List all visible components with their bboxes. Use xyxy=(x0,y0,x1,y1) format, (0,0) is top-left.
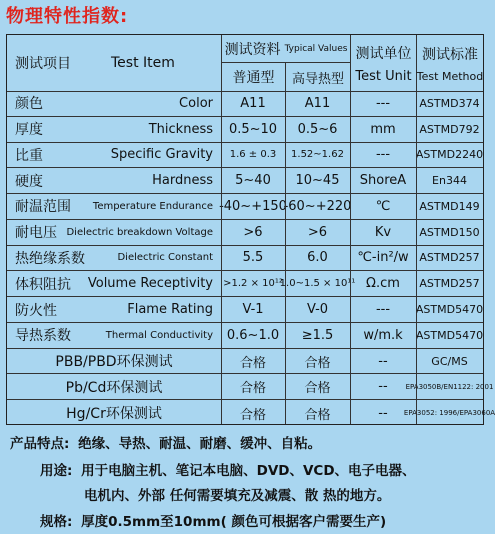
use-text-2: 电机内、外部 任何需要填充及减震、散 热的地方。 xyxy=(84,488,391,504)
value-high-conductivity: -60~+220 xyxy=(283,198,352,214)
test-unit: --- xyxy=(375,302,391,318)
row-label-zh: Pb/Cd环保测试 xyxy=(65,379,163,396)
header-unit-en: Test Unit xyxy=(355,68,412,84)
row-label-en: Specific Gravity xyxy=(110,147,213,163)
table-row xyxy=(7,246,483,272)
test-method: ASTMD150 xyxy=(419,225,480,239)
test-method: ASTMD5470 xyxy=(415,303,484,317)
value-high-conductivity: 合格 xyxy=(304,355,331,371)
row-label-en: Flame Rating xyxy=(127,302,213,318)
use-label: 用途: xyxy=(40,463,73,479)
test-unit: -- xyxy=(378,379,388,395)
spec-label: 规格: xyxy=(40,514,73,530)
table-row xyxy=(7,271,483,297)
value-standard: 5.5 xyxy=(242,250,264,266)
value-standard: 合格 xyxy=(239,381,266,397)
value-standard: 1.6 ± 0.3 xyxy=(229,149,277,161)
row-label-zh: 热绝缘系数 xyxy=(15,250,85,267)
header-type1: 普通型 xyxy=(232,70,275,86)
table-row xyxy=(7,323,483,349)
value-standard: 0.6~1.0 xyxy=(226,327,280,343)
row-label-zh: 厚度 xyxy=(15,122,43,139)
value-standard: A11 xyxy=(240,95,266,111)
value-standard: -40~+150 xyxy=(219,198,287,214)
value-standard: 合格 xyxy=(239,407,266,423)
page-title: 物理特性指数: xyxy=(6,6,129,27)
table-row xyxy=(7,168,483,194)
value-high-conductivity: 合格 xyxy=(304,407,331,423)
test-method: ASTMD257 xyxy=(419,251,480,265)
test-unit: mm xyxy=(370,121,396,137)
row-label-zh: 防火性 xyxy=(15,302,57,319)
test-method: ASTMD374 xyxy=(419,96,480,110)
row-label-zh: PBB/PBD环保测试 xyxy=(55,354,173,371)
row-label-zh: 体积阻抗 xyxy=(15,276,71,293)
header-item-zh: 测试项目 xyxy=(15,56,71,72)
value-high-conductivity: 1.0~1.5 × 10¹¹ xyxy=(279,278,356,290)
properties-table xyxy=(6,34,495,425)
value-high-conductivity: A11 xyxy=(304,95,331,111)
row-label-en: Dielectric breakdown Voltage xyxy=(66,226,213,238)
test-unit: -- xyxy=(378,353,388,369)
row-label-zh: 比重 xyxy=(15,147,43,164)
table-row xyxy=(7,374,494,400)
row-label-zh: 颜色 xyxy=(15,96,43,113)
header-values-zh: 测试资料 xyxy=(224,41,281,58)
value-standard: 5~40 xyxy=(235,173,271,189)
value-high-conductivity: 0.5~6 xyxy=(297,121,338,137)
table-row xyxy=(7,143,483,169)
table-row xyxy=(7,117,483,143)
row-label-en: Thermal Conductivity xyxy=(105,329,213,341)
value-standard: >1.2 × 10¹² xyxy=(223,278,283,290)
test-unit: Kv xyxy=(374,224,392,240)
value-high-conductivity: >6 xyxy=(307,224,328,240)
test-unit: ShoreA xyxy=(359,173,407,189)
value-standard: V-1 xyxy=(242,302,264,318)
value-high-conductivity: 6.0 xyxy=(307,250,328,266)
value-standard: >6 xyxy=(243,224,263,240)
table-row xyxy=(7,297,483,323)
spec-text: 厚度0.5mm至10mm( 颜色可根据客户需要生产) xyxy=(81,514,387,530)
test-unit: --- xyxy=(375,95,391,111)
value-high-conductivity: 合格 xyxy=(304,381,331,397)
test-method: ASTMD2240 xyxy=(415,148,484,162)
test-method: ASTMD149 xyxy=(419,199,480,213)
test-unit: ℃ xyxy=(375,198,391,214)
use-text-1: 用于电脑主机、笔记本电脑、DVD、VCD、电子电器、 xyxy=(81,463,416,479)
table-row xyxy=(7,220,483,246)
test-unit: -- xyxy=(378,405,388,421)
value-standard: 合格 xyxy=(239,355,266,371)
test-method: GC/MS xyxy=(431,354,468,368)
test-unit: w/m.k xyxy=(363,327,403,343)
test-method: EPA3052: 1996/EPA3060A xyxy=(403,409,495,418)
row-label-en: Thickness xyxy=(148,121,213,137)
row-label-en: Temperature Endurance xyxy=(92,200,213,212)
test-method: EPA3050B/EN1122: 2001 xyxy=(405,382,494,391)
table-row xyxy=(7,349,483,375)
feature-text: 绝缘、导热、耐温、耐磨、缓冲、自粘。 xyxy=(78,436,322,452)
header-std-zh: 测试标准 xyxy=(422,46,478,63)
row-label-en: Dielectric Constant xyxy=(117,252,213,264)
table-header xyxy=(7,35,483,92)
row-label-en: Color xyxy=(179,95,213,111)
row-label-en: Hardness xyxy=(152,173,213,189)
row-label-zh: 导热系数 xyxy=(15,328,71,345)
test-unit: ℃-in²/w xyxy=(357,250,409,266)
value-high-conductivity: 10~45 xyxy=(295,173,340,189)
value-standard: 0.5~10 xyxy=(228,121,278,137)
row-label-zh: 硬度 xyxy=(15,173,43,190)
test-unit: Ω.cm xyxy=(366,276,400,292)
test-method: ASTMD5470 xyxy=(415,328,484,342)
header-type2: 高导热型 xyxy=(291,71,344,87)
test-method: En344 xyxy=(432,174,467,188)
test-method: ASTMD792 xyxy=(419,122,480,136)
row-label-zh: 耐电压 xyxy=(15,225,57,242)
value-high-conductivity: ≥1.5 xyxy=(301,327,334,343)
table-row xyxy=(7,91,483,117)
row-label-zh: 耐温范围 xyxy=(15,199,71,216)
row-label-zh: Hg/Cr环保测试 xyxy=(66,406,162,423)
table-row xyxy=(7,194,483,220)
header-unit-zh: 测试单位 xyxy=(355,45,412,62)
feature-label: 产品特点: xyxy=(10,436,70,452)
table-row xyxy=(7,400,495,426)
value-high-conductivity: 1.52~1.62 xyxy=(291,149,344,161)
header-item-en: Test Item xyxy=(111,55,175,71)
test-unit: --- xyxy=(375,147,391,163)
test-method: ASTMD257 xyxy=(419,277,480,291)
row-label-en: Volume Receptivity xyxy=(87,276,213,292)
header-values-en: Typical Values xyxy=(284,43,348,54)
header-std-en: Test Method xyxy=(416,69,484,83)
value-high-conductivity: V-0 xyxy=(306,302,329,318)
